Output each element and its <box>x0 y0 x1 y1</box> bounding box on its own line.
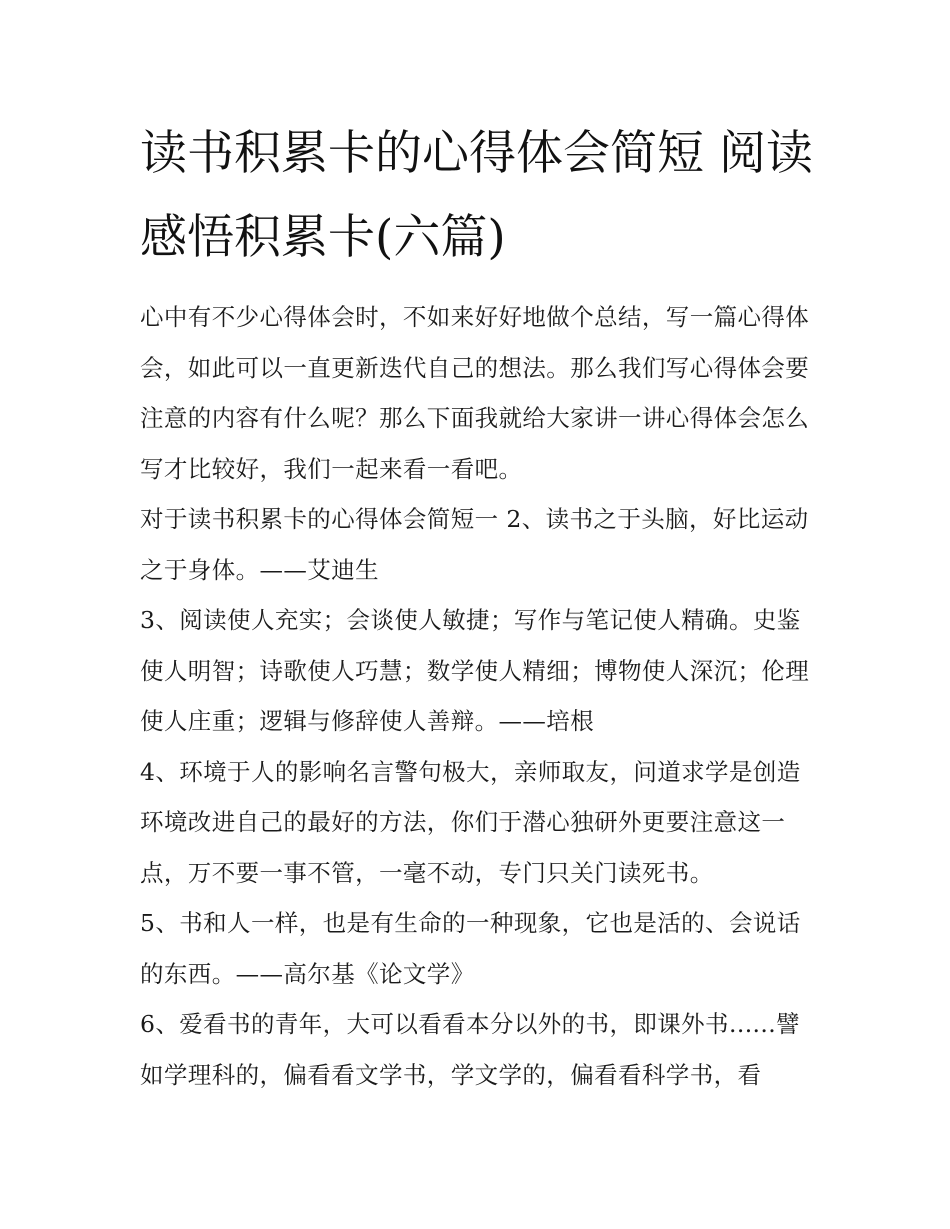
paragraph-intro: 心中有不少心得体会时，不如来好好地做个总结，写一篇心得体会，如此可以一直更新迭代自己的想法。那么我们写心得体会要注意的内容有什么呢？那么下面我就给大家讲一讲心得体会怎么写才比较好，我们一起来看一看吧。 <box>140 303 810 483</box>
paragraph-quote-3: 3、阅读使人充实；会谈使人敏捷；写作与笔记使人精确。史鉴使人明智；诗歌使人巧慧；数学使人精细；博物使人深沉；伦理使人庄重；逻辑与修辞使人善辩。——培根 <box>140 606 810 735</box>
document-body <box>140 112 815 1100</box>
paragraph-quote-6: 6、爱看书的青年，大可以看看本分以外的书，即课外书......譬如学理科的，偏看看文学书，学文学的，偏看看科学书，看 <box>140 1010 801 1089</box>
paragraph-quote-2: 对于读书积累卡的心得体会简短一 2、读书之于头脑，好比运动之于身体。——艾迪生 <box>140 505 809 584</box>
paragraph-quote-4: 4、环境于人的影响名言警句极大，亲师取友，问道求学是创造环境改进自己的最好的方法，你们于潜心独研外更要注意这一点，万不要一事不管，一毫不动，专门只关门读死书。 <box>140 757 801 887</box>
document-title: 读书积累卡的心得体会简短 阅读感悟积累卡(六篇) <box>140 126 813 265</box>
paragraph-quote-5: 5、书和人一样，也是有生命的一种现象，它也是活的、会说话的东西。——高尔基《论文学》 <box>140 909 801 988</box>
